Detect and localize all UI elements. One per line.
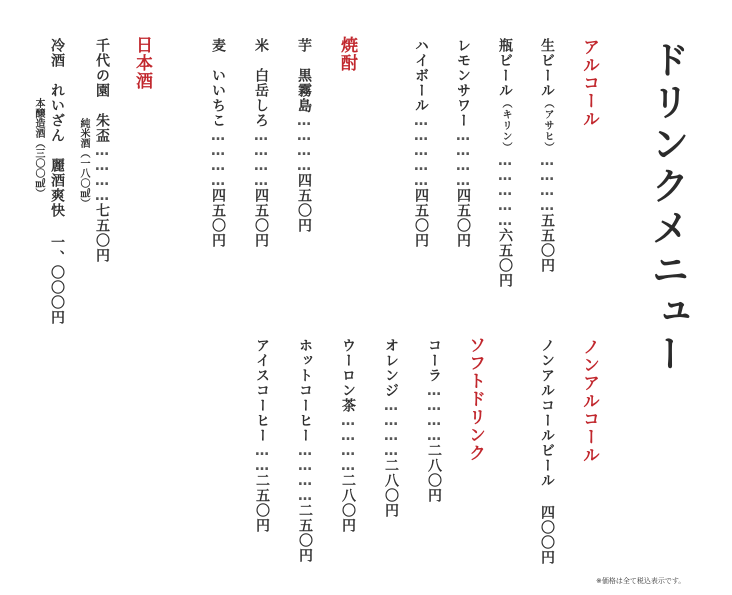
tax-note: ※価格は全て税込表示です。 xyxy=(596,577,686,585)
item-name: アイスコーヒー xyxy=(254,338,270,443)
item-price: 四〇〇円 xyxy=(539,505,555,565)
item-price: 六五〇円 xyxy=(497,228,513,288)
menu-item-iced-coffee xyxy=(255,338,269,533)
menu-item-highball xyxy=(414,38,428,248)
menu-item-nonalcohol-beer xyxy=(540,338,554,565)
menu-item-lemon-sour xyxy=(456,38,470,248)
item-name: 千代の園 朱盃 xyxy=(94,38,110,143)
item-name: 生ビール xyxy=(539,38,555,98)
item-name: レモンサワー xyxy=(455,38,471,128)
menu-item-bottle-beer xyxy=(498,38,512,288)
item-note: （アサヒ） xyxy=(542,98,553,153)
item-price: 二八〇円 xyxy=(383,458,399,518)
item-leader: ………… xyxy=(426,383,442,443)
menu-item-orange xyxy=(384,338,398,518)
item-name: 瓶ビール xyxy=(497,38,513,98)
item-name: コーラ xyxy=(426,338,442,383)
item-price: 二五〇円 xyxy=(254,473,270,533)
item-leader: ………… xyxy=(539,153,555,213)
item-name: ノンアルコールビール xyxy=(539,338,555,488)
item-price: 五五〇円 xyxy=(539,213,555,273)
item-leader: …………… xyxy=(497,153,513,228)
menu-item-chiyonosono xyxy=(95,38,109,263)
item-price: 四五〇円 xyxy=(413,188,429,248)
item-price: 四五〇円 xyxy=(296,173,312,233)
item-name: ウーロン茶 xyxy=(340,338,356,413)
item-leader: ………… xyxy=(383,398,399,458)
item-price: 二八〇円 xyxy=(340,473,356,533)
menu-item-cola xyxy=(427,338,441,503)
item-leader: ………… xyxy=(94,143,110,203)
menu-item-kurokirishima xyxy=(297,38,311,233)
softdrink-heading: ソフトドリンク xyxy=(465,336,485,462)
item-name: ハイボール xyxy=(413,38,429,113)
item-price: 四五〇円 xyxy=(210,188,226,248)
menu-item-reizan xyxy=(50,38,64,325)
item-price: 四五〇円 xyxy=(253,188,269,248)
item-name: 冷酒 れいざん 麗酒爽快 xyxy=(49,38,65,218)
item-leader: ………… xyxy=(296,113,312,173)
nonalcohol-heading: ノンアルコール xyxy=(579,338,599,464)
sake-heading: 日本酒 xyxy=(132,36,152,90)
item-price: 二八〇円 xyxy=(426,443,442,503)
item-price: 一、〇〇〇円 xyxy=(49,235,65,325)
menu-item-hakutake-shiro xyxy=(254,38,268,248)
item-price: 二五〇円 xyxy=(297,503,313,563)
menu-item-iichiko xyxy=(211,38,225,248)
shochu-heading: 焼酎 xyxy=(337,36,357,72)
item-name: 麦 いいちこ xyxy=(210,38,226,128)
item-note: （キリン） xyxy=(500,98,511,153)
item-leader: ………… xyxy=(210,128,226,188)
alcohol-heading: アルコール xyxy=(579,38,599,128)
item-name: 芋 黒霧島 xyxy=(296,38,312,113)
menu-item-draft-beer xyxy=(540,38,554,273)
item-price: 四五〇円 xyxy=(455,188,471,248)
item-leader: …… xyxy=(254,443,270,473)
menu-title: ドリンクメニュー xyxy=(645,40,689,376)
item-leader: ………… xyxy=(253,128,269,188)
item-leader: ………… xyxy=(297,443,313,503)
item-subnote-junmai: 純米酒（一八〇㎖） xyxy=(78,118,89,208)
menu-item-oolong-tea xyxy=(341,338,355,533)
item-leader: ………… xyxy=(340,413,356,473)
menu-item-hot-coffee xyxy=(298,338,312,563)
item-leader: …………… xyxy=(413,113,429,188)
item-price: 七五〇円 xyxy=(94,203,110,263)
item-name: ホットコーヒー xyxy=(297,338,313,443)
item-name: 米 白岳しろ xyxy=(253,38,269,128)
item-name: オレンジ xyxy=(383,338,399,398)
item-leader: ………… xyxy=(455,128,471,188)
item-subnote-honjozo: 本醸造酒（三〇〇㎖） xyxy=(33,98,44,198)
